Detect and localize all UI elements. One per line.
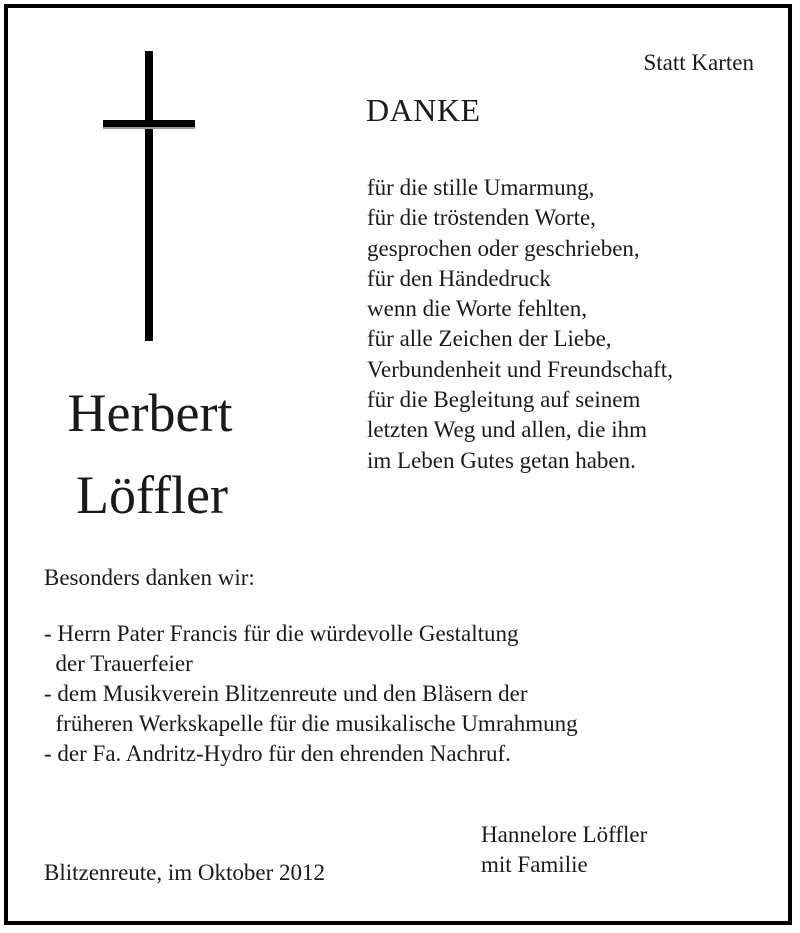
thanks-poem [367, 173, 673, 476]
deceased-first-name: Herbert [67, 383, 233, 443]
statt-karten-label: Statt Karten [643, 50, 754, 75]
special-thanks-list [44, 619, 578, 769]
poem-line: für die stille Umarmung, [367, 175, 595, 200]
special-thanks-line: - der Fa. Andritz-Hydro für den ehrenden Nachruf. [44, 741, 511, 766]
special-thanks-line: der Trauerfeier [44, 651, 193, 676]
cross-horizontal-bar [103, 120, 195, 129]
special-thanks-line: früheren Werkskapelle für die musikalische Umrahmung [44, 711, 578, 736]
poem-line: wenn die Worte fehlten, [367, 296, 587, 322]
special-thanks-line: - Herrn Pater Francis für die würdevolle Gestaltung [44, 621, 519, 646]
poem-line: für die tröstenden Worte, [367, 205, 596, 231]
special-thanks-intro: Besonders danken wir: [44, 565, 255, 590]
poem-line: für alle Zeichen der Liebe, [367, 326, 612, 352]
poem-line: Verbundenheit und Freundschaft, [367, 356, 673, 382]
cross-vertical-bar [145, 51, 153, 341]
signature-family: mit Familie [481, 852, 588, 877]
special-thanks-line: - dem Musikverein Blitzenreute und den Bläsern der [44, 681, 528, 706]
poem-line: für den Händedruck [367, 265, 551, 291]
poem-line: für die Begleitung auf seinem [367, 387, 641, 413]
place-date: Blitzenreute, im Oktober 2012 [44, 860, 326, 885]
poem-line: letzten Weg und allen, die ihm [367, 417, 648, 443]
poem-line: gesprochen oder geschrieben, [367, 235, 640, 261]
signature-name: Hannelore Löffler [481, 822, 648, 847]
signature [481, 820, 647, 880]
poem-line: im Leben Gutes getan haben. [367, 447, 636, 473]
danke-heading: DANKE [366, 92, 481, 128]
deceased-last-name: Löffler [76, 465, 228, 525]
